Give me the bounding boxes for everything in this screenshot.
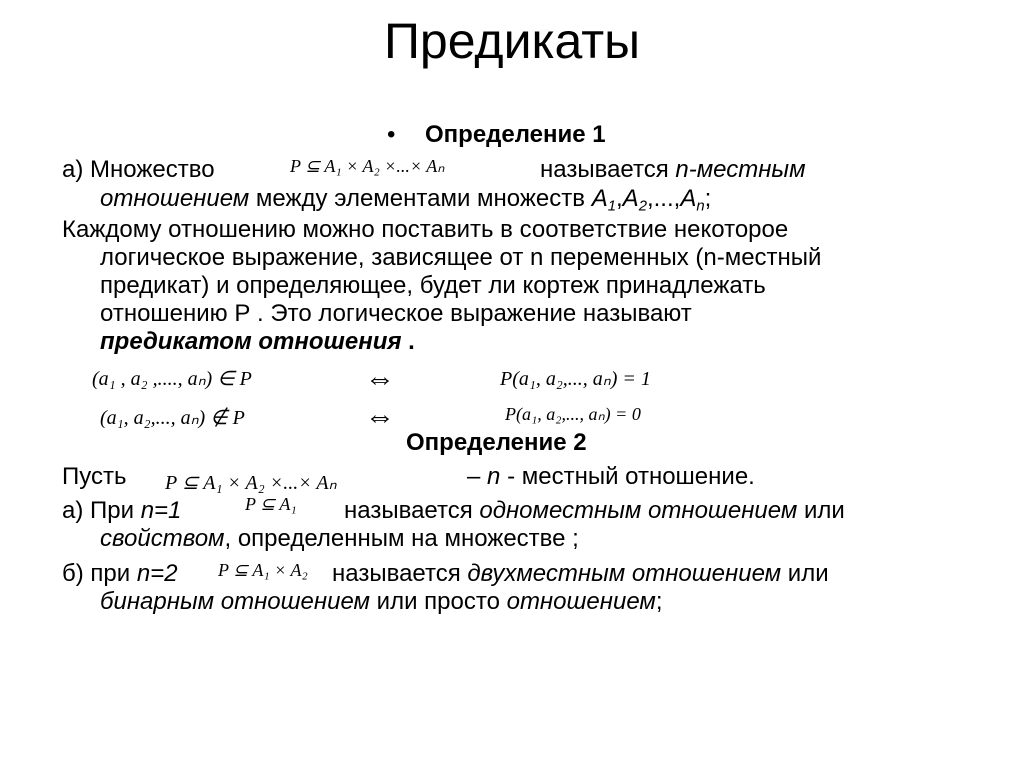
iff-symbol-2: ⇔ bbox=[365, 400, 395, 433]
def2-b-tail: называется двухместным отношением или bbox=[332, 560, 829, 587]
predicate-true-formula: P(a₁, a₂,..., aₙ) = 1 bbox=[500, 368, 651, 390]
set-formula: P ⊆ A₁ × A₂ ×...× Aₙ bbox=[290, 156, 445, 176]
def1-a-between: между элементами множеств bbox=[255, 185, 586, 212]
def2-b-line2: бинарным отношением или просто отношением; bbox=[100, 588, 663, 615]
def1-a-n-local: n-местным bbox=[675, 156, 806, 183]
para-line-2: логическое выражение, зависящее от n переменных (n-местный bbox=[100, 244, 822, 271]
bullet: • bbox=[387, 121, 396, 148]
def2-a-tail: называется одноместным отношением или bbox=[344, 497, 845, 524]
def1-a-named: называется bbox=[540, 156, 669, 183]
def2-a-prefix: а) При n=1 bbox=[62, 497, 182, 524]
var-A2: $A_2$ bbox=[622, 185, 647, 215]
def2-let-tail: – n - местный отношение. bbox=[467, 463, 755, 490]
para-line-5: предикатом отношения . bbox=[100, 328, 415, 355]
tuple-notin-formula: (a₁, a₂,..., aₙ) ∉ P bbox=[100, 407, 245, 429]
def1-a-tail bbox=[540, 155, 806, 184]
unary-formula: P ⊆ A₁ bbox=[245, 494, 297, 514]
def1-a-line2: отношением между элементами множеств $A_1,A_2,...,A_n$; bbox=[100, 185, 712, 215]
para-line-3: предикат) и определяющее, будет ли кортеж принадлежать bbox=[100, 272, 766, 299]
tuple-in-formula: (a₁ , a₂ ,...., aₙ) ∈ P bbox=[92, 368, 252, 390]
definition-2-heading: Определение 2 bbox=[406, 429, 587, 456]
predicate-false-formula: P(a₁, a₂,..., aₙ) = 0 bbox=[505, 404, 641, 424]
page-title: Предикаты bbox=[383, 13, 641, 69]
def2-a-line2: свойством, определенным на множестве ; bbox=[100, 525, 579, 552]
def2-b-prefix: б) при n=2 bbox=[62, 560, 178, 587]
para-line-1: Каждому отношению можно поставить в соответствие некоторое bbox=[62, 216, 789, 243]
binary-formula: P ⊆ A₁ × A₂ bbox=[218, 560, 308, 580]
para-line-4: отношению Р . Это логическое выражение называют bbox=[100, 300, 692, 327]
definition-1-heading: Определение 1 bbox=[425, 121, 606, 148]
def2-set-formula: P ⊆ A₁ × A₂ ×...× Aₙ bbox=[165, 472, 337, 494]
predicate-term: предикатом отношения bbox=[100, 328, 402, 355]
var-An: $A_n$ bbox=[680, 185, 705, 215]
var-A1: $A_1$ bbox=[591, 185, 616, 215]
def1-a-relation: отношением bbox=[100, 185, 250, 212]
iff-symbol-1: ⇔ bbox=[365, 362, 395, 395]
def1-a-prefix: а) Множество bbox=[62, 156, 215, 183]
def2-let: Пусть bbox=[62, 463, 127, 490]
